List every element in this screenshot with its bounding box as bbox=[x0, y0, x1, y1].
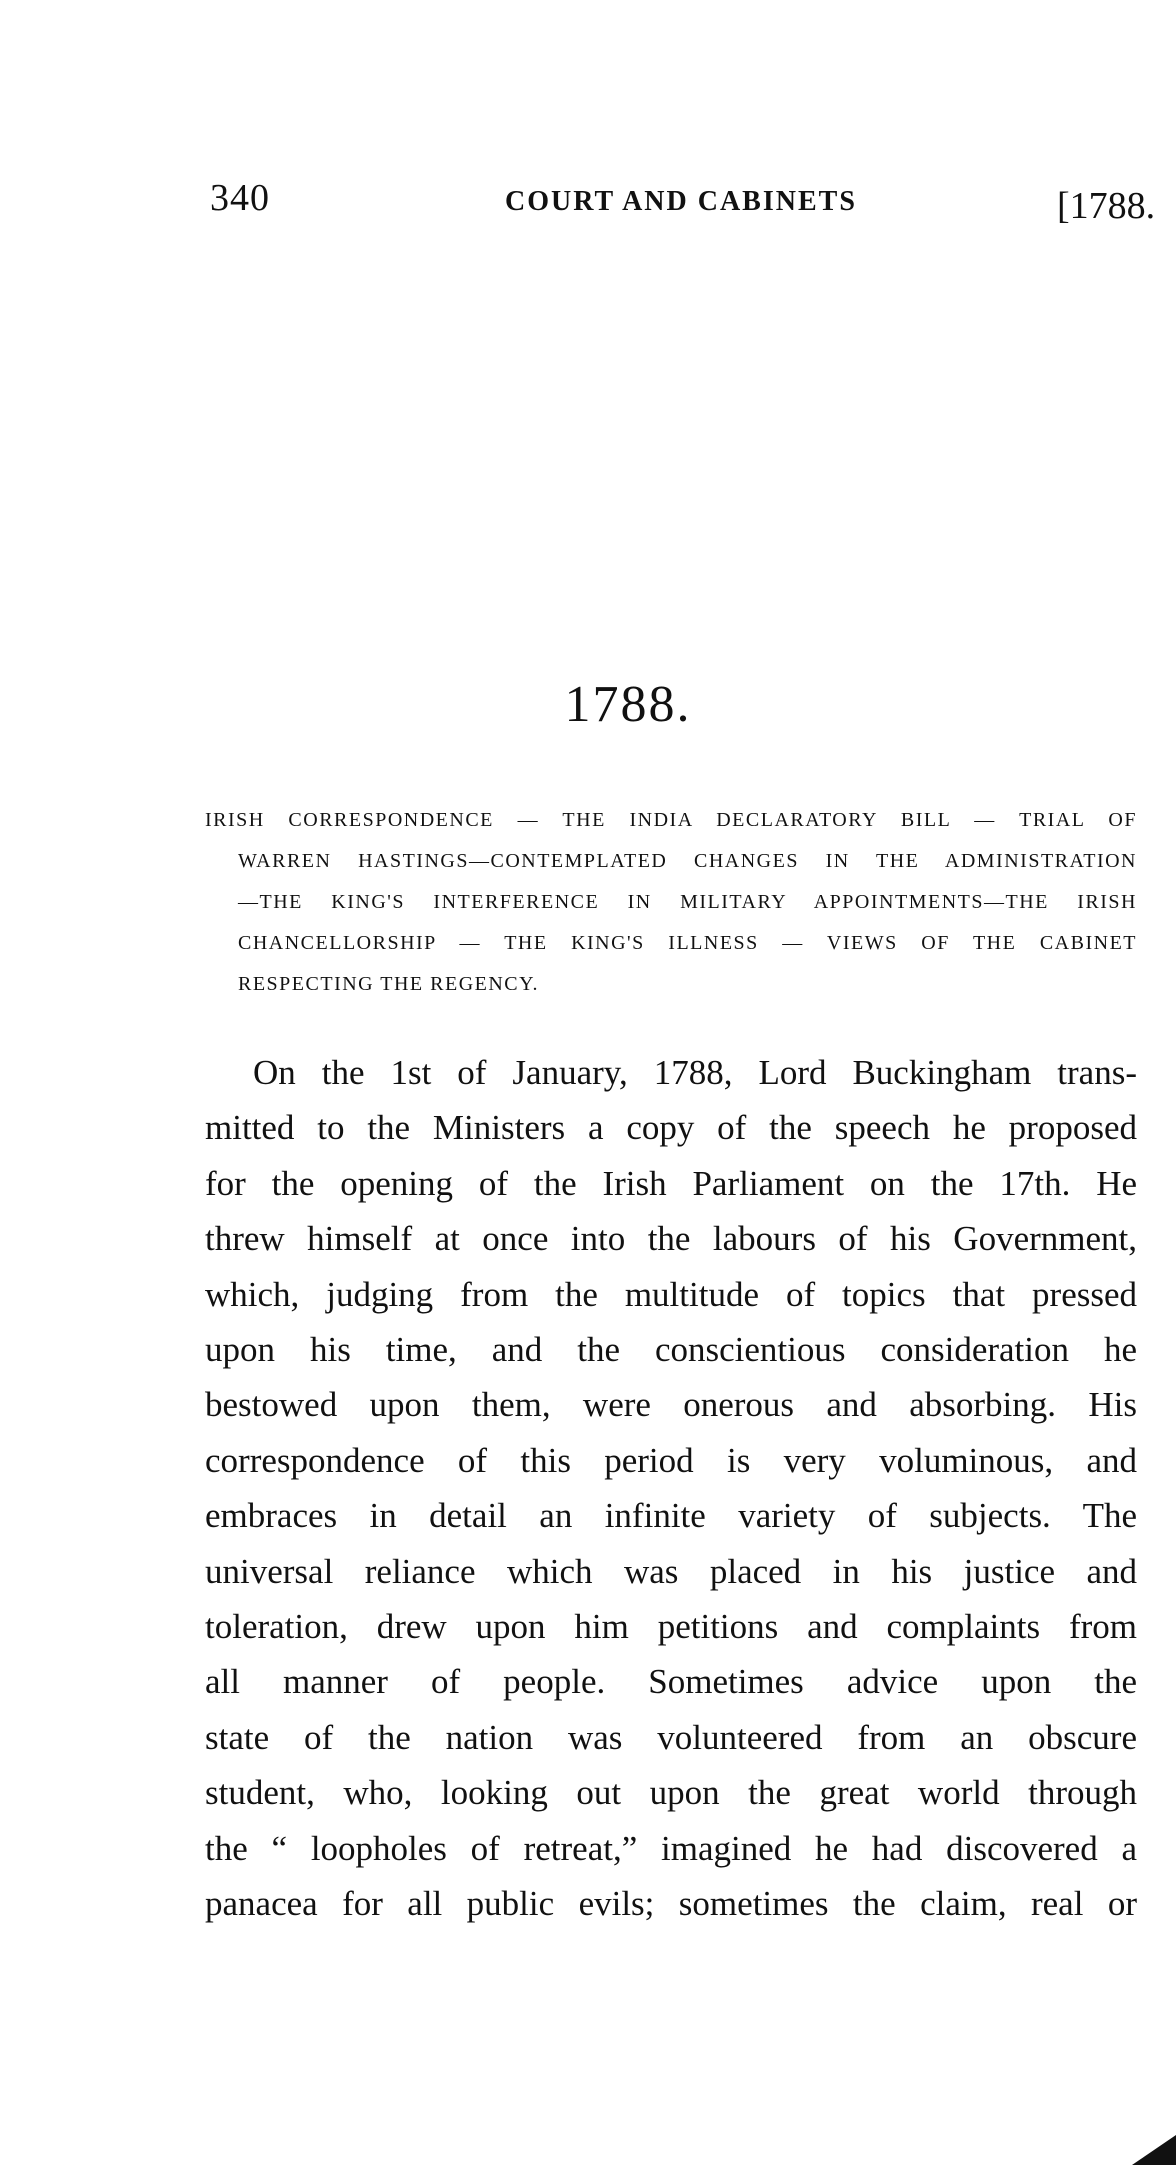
running-year: [1788. bbox=[1057, 185, 1156, 227]
running-title: COURT AND CABINETS bbox=[505, 186, 857, 217]
body-line: all manner of people. Sometimes advice upon the bbox=[205, 1662, 1137, 1702]
body-line: panacea for all public evils; sometimes the claim, real or bbox=[205, 1884, 1137, 1924]
synopsis-line: RESPECTING THE REGENCY. bbox=[238, 973, 540, 995]
body-line: correspondence of this period is very voluminous, and bbox=[205, 1440, 1137, 1480]
chapter-synopsis bbox=[205, 800, 1137, 1005]
page-number: 340 bbox=[210, 177, 270, 219]
body-line: the “ loopholes of retreat,” imagined he had discovered a bbox=[205, 1828, 1137, 1868]
chapter-year-heading: 1788. bbox=[564, 676, 692, 733]
synopsis-line: CHANCELLORSHIP — THE KING'S ILLNESS — VIEWS OF THE CABINET bbox=[238, 932, 1137, 954]
body-line: toleration, drew upon him petitions and complaints from bbox=[205, 1607, 1137, 1647]
synopsis-line: —THE KING'S INTERFERENCE IN MILITARY APPOINTMENTS—THE IRISH bbox=[238, 891, 1137, 913]
synopsis-line: IRISH CORRESPONDENCE — THE INDIA DECLARATORY BILL — TRIAL OF bbox=[205, 809, 1137, 831]
scan-edge-mark bbox=[1132, 2135, 1176, 2165]
body-line: embraces in detail an infinite variety of subjects. The bbox=[205, 1496, 1137, 1536]
body-line: state of the nation was volunteered from an obscure bbox=[205, 1717, 1137, 1757]
body-line: universal reliance which was placed in his justice and bbox=[205, 1551, 1137, 1591]
body-line: threw himself at once into the labours of his Government, bbox=[205, 1219, 1137, 1259]
body-line: which, judging from the multitude of topics that pressed bbox=[205, 1274, 1137, 1314]
body-line: student, who, looking out upon the great world through bbox=[205, 1773, 1137, 1813]
synopsis-line: WARREN HASTINGS—CONTEMPLATED CHANGES IN THE ADMINISTRATION bbox=[238, 850, 1137, 872]
body-line: bestowed upon them, were onerous and absorbing. His bbox=[205, 1385, 1137, 1425]
body-line: for the opening of the Irish Parliament on the 17th. He bbox=[205, 1163, 1137, 1203]
body-paragraph bbox=[205, 1045, 1137, 1932]
body-line: mitted to the Ministers a copy of the speech he proposed bbox=[205, 1108, 1137, 1148]
body-line: upon his time, and the conscientious consideration he bbox=[205, 1330, 1137, 1370]
body-line: On the 1st of January, 1788, Lord Buckingham trans- bbox=[253, 1053, 1137, 1092]
